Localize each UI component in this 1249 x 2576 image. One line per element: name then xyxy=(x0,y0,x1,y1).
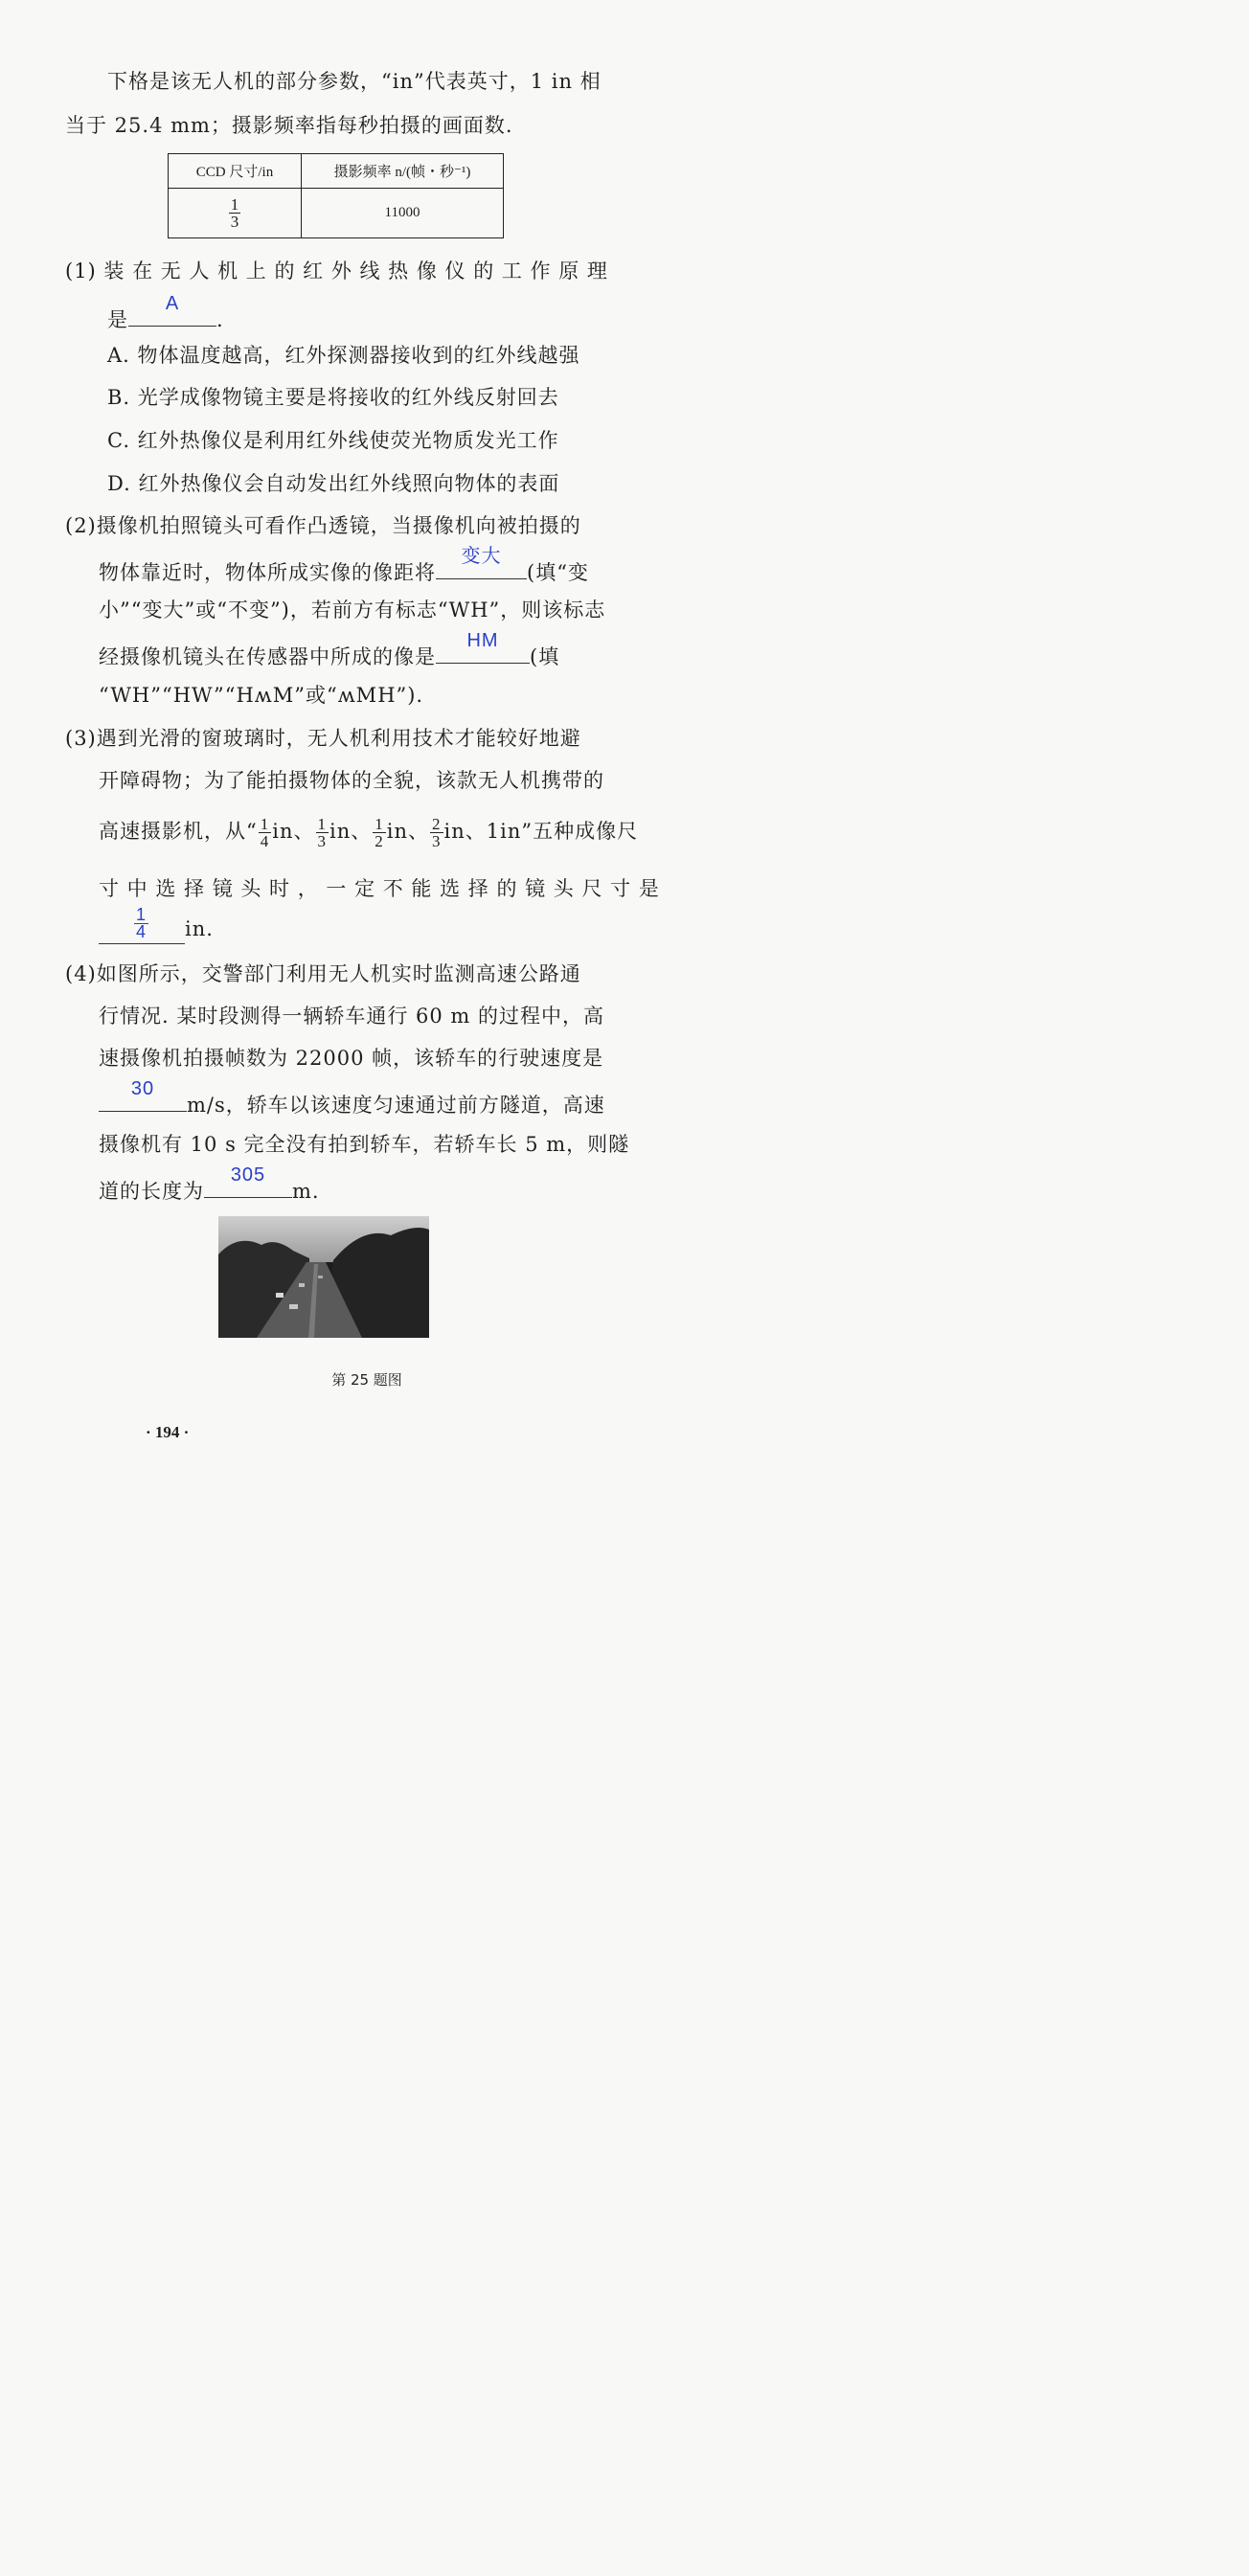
q3-fraction-2-denominator: 3 xyxy=(317,832,327,850)
q4-line-6-prefix: 道的长度为 xyxy=(99,1180,204,1203)
q2-answer-2-blank xyxy=(436,630,530,664)
q3-line-3-prefix: 高速摄影机，从“ xyxy=(99,820,258,843)
q4-line-5: 摄像机有 10 s 完全没有拍到轿车，若轿车长 5 m，则隧 xyxy=(99,1133,630,1156)
q3-line-1: (3)遇到光滑的窗玻璃时，无人机利用技术才能较好地避 xyxy=(65,727,581,750)
q3-fraction-1-numerator: 1 xyxy=(260,815,270,833)
q3-fraction-3-numerator: 1 xyxy=(375,815,384,833)
q1-prefix: 是 xyxy=(107,308,128,331)
table-header-frequency: 摄影频率 n/(帧・秒⁻¹) xyxy=(302,154,504,189)
figure-caption: 第 25 题图 xyxy=(331,1371,402,1389)
table-cell-frequency: 11000 xyxy=(302,189,504,238)
q1-option-d: D. 红外热像仪会自动发出红外线照向物体的表面 xyxy=(107,472,560,495)
q3-fraction-2 xyxy=(316,816,329,849)
ccd-fraction xyxy=(229,196,241,230)
q3-line-5 xyxy=(99,905,214,953)
table-header-ccd: CCD 尺寸/in xyxy=(169,154,302,189)
q2-line-2-prefix: 物体靠近时，物体所成实像的像距将 xyxy=(99,561,436,584)
q3-fraction-3 xyxy=(373,816,386,849)
q3-fraction-4-denominator: 3 xyxy=(432,832,442,850)
q1-line-1: (1) 装 在 无 人 机 上 的 红 外 线 热 像 仪 的 工 作 原 理 xyxy=(65,260,608,282)
q3-in-separator-1: in、 xyxy=(272,820,315,843)
q4-line-6-suffix: m. xyxy=(292,1180,320,1203)
q2-answer-1-blank xyxy=(436,546,527,579)
intro-line-1: 下格是该无人机的部分参数，“in”代表英寸，1 in 相 xyxy=(107,70,602,93)
table-cell-ccd-size xyxy=(169,189,302,238)
q4-line-4-suffix: m/s，轿车以该速度匀速通过前方隧道，高速 xyxy=(187,1094,605,1117)
q3-answer-fraction xyxy=(134,907,148,940)
q3-line-2: 开障碍物；为了能拍摄物体的全貌，该款无人机携带的 xyxy=(99,769,604,792)
q1-answer-blank xyxy=(128,293,216,327)
q2-line-2 xyxy=(99,546,589,587)
q4-line-2: 行情况. 某时段测得一辆轿车通行 60 m 的过程中，高 xyxy=(99,1005,605,1028)
q1-option-a: A. 物体温度越高，红外探测器接收到的红外线越强 xyxy=(107,344,580,367)
q2-line-2-suffix: (填“变 xyxy=(527,561,589,584)
q2-line-4-prefix: 经摄像机镜头在传感器中所成的像是 xyxy=(99,645,436,668)
q2-line-5: “WH”“HW”“HʍM”或“ʍMH”). xyxy=(99,684,424,707)
ccd-fraction-denominator: 3 xyxy=(230,213,239,231)
q4-line-1: (4)如图所示，交警部门利用无人机实时监测高速公路通 xyxy=(65,962,581,985)
q3-in-separator-3: in、 xyxy=(386,820,429,843)
q3-line-3-suffix: 1in”五种成像尺 xyxy=(486,820,639,843)
q3-line-4: 寸 中 选 择 镜 头 时 ， 一 定 不 能 选 择 的 镜 头 尺 寸 是 xyxy=(99,877,660,900)
q4-line-3: 速摄像机拍摄帧数为 22000 帧，该轿车的行驶速度是 xyxy=(99,1047,604,1070)
q3-answer-numerator: 1 xyxy=(136,905,148,924)
q2-line-4-suffix: (填 xyxy=(530,645,560,668)
ccd-fraction-numerator: 1 xyxy=(230,195,239,214)
q3-unit: in. xyxy=(185,917,214,940)
highway-photo-icon xyxy=(218,1216,429,1338)
page-number: · 194 · xyxy=(146,1423,190,1441)
q3-fraction-4-numerator: 2 xyxy=(432,815,442,833)
q4-answer-1-blank xyxy=(99,1078,187,1112)
q3-in-separator-2: in、 xyxy=(329,820,373,843)
q2-line-1: (2)摄像机拍照镜头可看作凸透镜，当摄像机向被拍摄的 xyxy=(65,514,581,537)
q4-answer-1: 30 xyxy=(130,1078,155,1099)
q3-answer-denominator: 4 xyxy=(136,922,148,941)
q3-fraction-1 xyxy=(259,816,272,849)
q3-answer-blank xyxy=(99,905,185,944)
q1-option-b: B. 光学成像物镜主要是将接收的红外线反射回去 xyxy=(107,386,559,409)
q3-fraction-4 xyxy=(430,816,443,849)
q3-fraction-3-denominator: 2 xyxy=(375,832,384,850)
q1-answer: A xyxy=(165,293,180,314)
parameter-table xyxy=(168,153,504,238)
q4-line-6 xyxy=(99,1164,320,1206)
q2-line-3: 小”“变大”或“不变”)，若前方有标志“WH”，则该标志 xyxy=(99,599,606,621)
intro-line-2: 当于 25.4 mm；摄影频率指每秒拍摄的画面数. xyxy=(65,114,513,137)
q3-fraction-1-denominator: 4 xyxy=(260,832,270,850)
q3-line-3 xyxy=(99,816,638,849)
q2-answer-1: 变大 xyxy=(461,546,502,567)
q1-line-2 xyxy=(107,293,224,334)
q2-line-4 xyxy=(99,630,560,671)
q4-answer-2-blank xyxy=(204,1164,292,1198)
worksheet-page xyxy=(0,0,734,1502)
q4-answer-2: 305 xyxy=(230,1164,266,1186)
q2-answer-2: HM xyxy=(466,630,499,651)
q3-in-separator-4: in、 xyxy=(443,820,487,843)
q3-fraction-2-numerator: 1 xyxy=(317,815,327,833)
q4-line-4 xyxy=(99,1078,605,1119)
q1-option-c: C. 红外热像仪是利用红外线使荧光物质发光工作 xyxy=(107,429,559,452)
q1-suffix: . xyxy=(216,308,224,331)
